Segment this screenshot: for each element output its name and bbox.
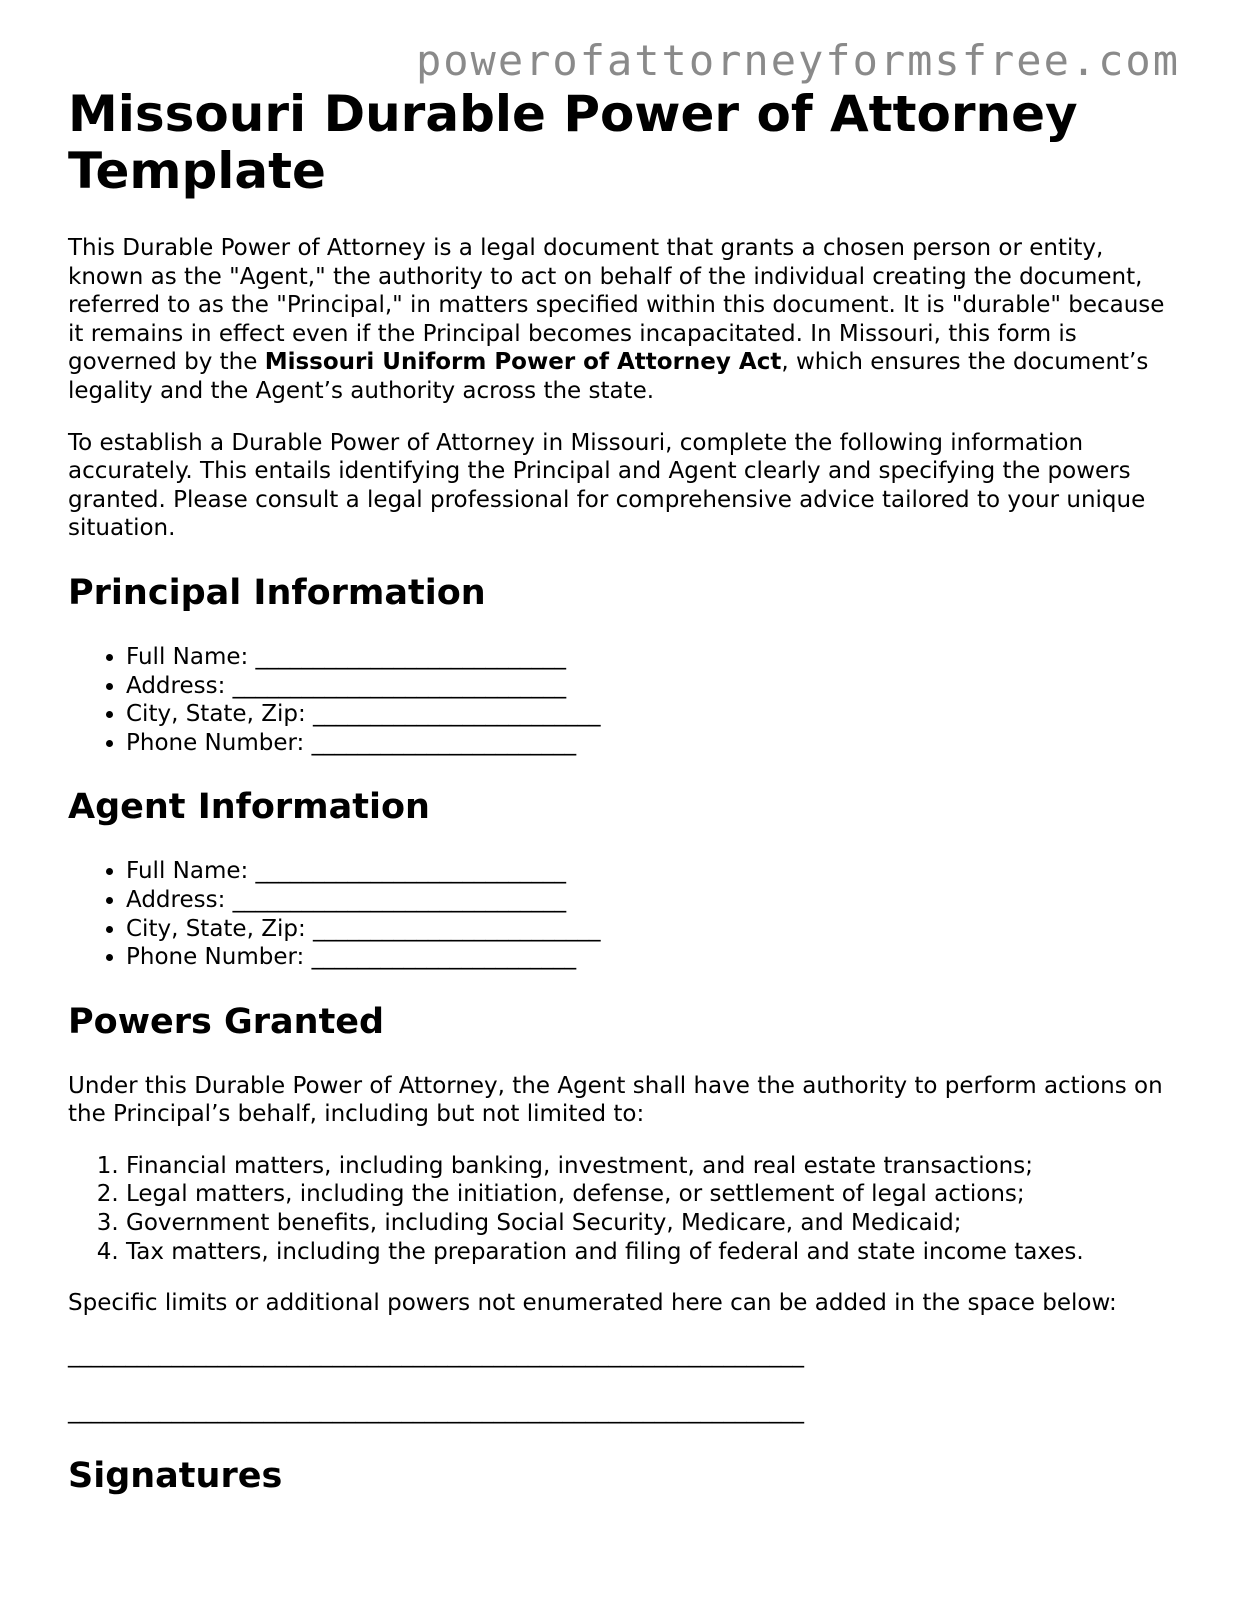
- principal-full-name[interactable]: • Full Name: ___________________________: [126, 643, 1178, 672]
- intro-text-after: , which ensures the document’s legality and the Agent’s authority across the state.: [68, 349, 1149, 404]
- power-item-government: 3. Government benefits, including Social Security, Medicare, and Medicaid;: [126, 1209, 1178, 1238]
- principal-city-state-zip[interactable]: • City, State, Zip: _________________________: [126, 700, 1178, 729]
- principal-phone[interactable]: • Phone Number: _______________________: [126, 729, 1178, 758]
- additional-powers-line-1[interactable]: ________________________________________________________________: [68, 1341, 804, 1368]
- intro-text-before: This Durable Power of Attorney is a legal document that grants a chosen person or entity, known as the "Agent," the authority to act on behalf of the individual creating the document, referred to as the "Principal," in matters specified within this document. It is "durable" because it remains in effect even if the Principal becomes incapacitated. In Missouri, this form is governed by the: [68, 235, 1165, 376]
- power-item-legal: 2. Legal matters, including the initiation, defense, or settlement of legal actions;: [126, 1180, 1178, 1209]
- watermark: powerofattorneyformsfree.com: [415, 36, 1180, 85]
- intro-paragraph-2: To establish a Durable Power of Attorney in Missouri, complete the following information accurately. This entails identifying the Principal and Agent clearly and specifying the powers granted. Please consult a legal professional for comprehensive advice tailored to your unique situation.: [68, 429, 1146, 542]
- document-page: [68, 86, 1178, 1526]
- signatures-heading: Signatures: [68, 1456, 283, 1497]
- agent-phone[interactable]: • Phone Number: _______________________: [126, 943, 1178, 972]
- page-title: Missouri Durable Power of Attorney Template: [68, 85, 1078, 200]
- intro-paragraph-1: [68, 234, 1178, 406]
- agent-full-name[interactable]: • Full Name: ___________________________: [126, 857, 1178, 886]
- agent-fields: [68, 857, 1178, 971]
- powers-heading: Powers Granted: [68, 1001, 385, 1042]
- powers-intro: Under this Durable Power of Attorney, the Agent shall have the authority to perform actions on the Principal’s behalf, including but not limited to:: [68, 1072, 1163, 1128]
- power-item-tax: 4. Tax matters, including the preparation and filing of federal and state income taxes.: [126, 1238, 1178, 1267]
- agent-heading: Agent Information: [68, 787, 430, 828]
- additional-powers-line-2[interactable]: ________________________________________________________________: [68, 1398, 804, 1425]
- principal-address[interactable]: • Address: _____________________________: [126, 672, 1178, 701]
- agent-address[interactable]: • Address: _____________________________: [126, 886, 1178, 915]
- principal-fields: [68, 643, 1178, 757]
- agent-city-state-zip[interactable]: • City, State, Zip: _________________________: [126, 915, 1178, 944]
- power-item-financial: 1. Financial matters, including banking, investment, and real estate transactions;: [126, 1152, 1178, 1181]
- powers-list: [68, 1152, 1178, 1266]
- intro-act-name: Missouri Uniform Power of Attorney Act: [264, 349, 782, 376]
- powers-specific-note: Specific limits or additional powers not enumerated here can be added in the space below:: [68, 1290, 1117, 1317]
- principal-heading: Principal Information: [68, 572, 486, 613]
